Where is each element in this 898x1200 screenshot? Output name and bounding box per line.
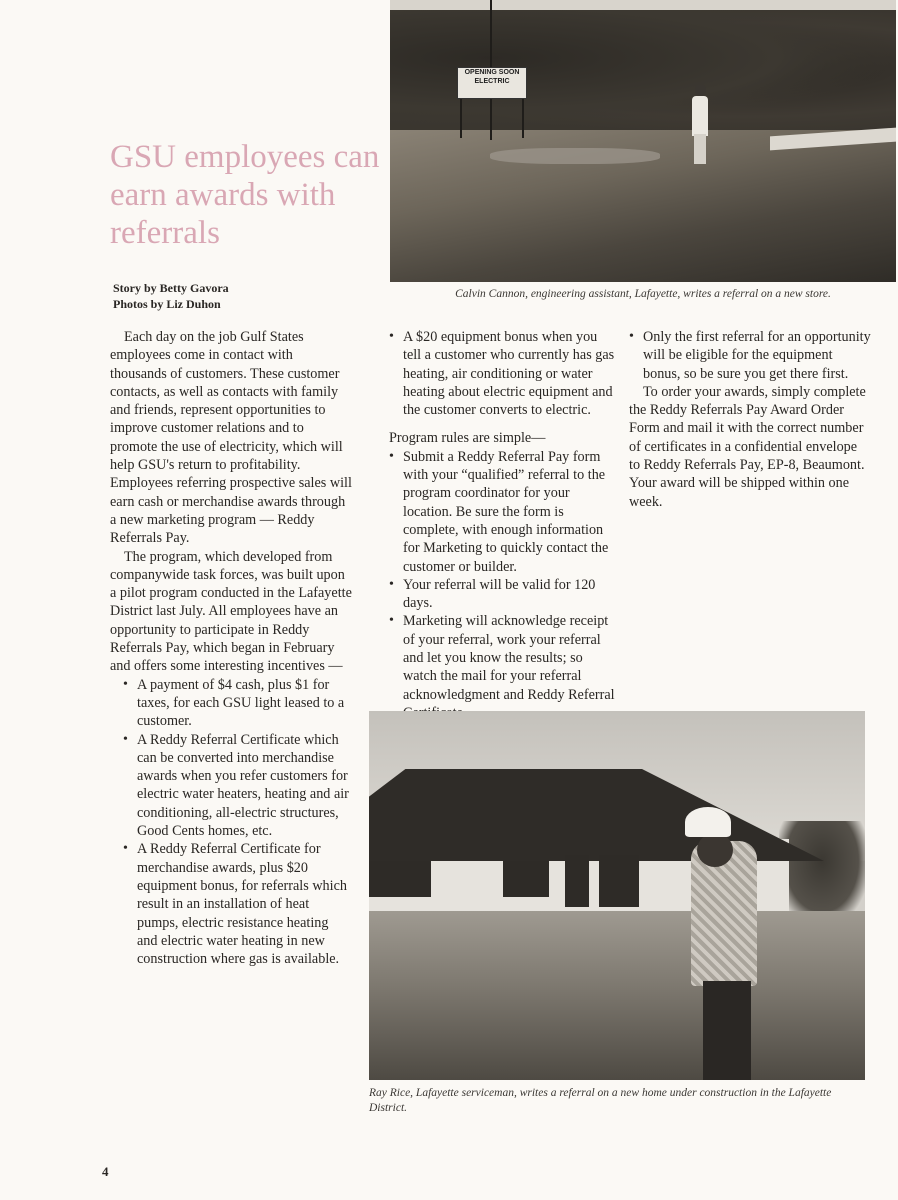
incentive-item: • A Reddy Referral Certificate for merchandise awards, plus $20 equipment bonus, for referrals which result in an installation of heat pumps, electric resistance heating and electric water heating in new construction where gas is available. (123, 840, 352, 968)
closing-paragraph: To order your awards, simply complete the Reddy Referrals Pay Award Order Form and mail it with the correct number of certificates in a confidential envelope to Reddy Referrals Pay, EP-8, Beaumont. Your award will be shipped within one week. (629, 383, 866, 510)
byline-photos: Photos by Liz Duhon (113, 297, 221, 311)
photo-man-head (697, 833, 733, 867)
sign-post-right (522, 96, 524, 138)
incentive-item: • A $20 equipment bonus when you tell a customer who currently has gas heating, air conditioning or water heating about electric equipment and the customer converts to electric. (389, 328, 615, 419)
incentive-item: • A Reddy Referral Certificate which can be converted into merchandise awards when you refer customers for electric water heaters, heating and air conditioning, all-electric structures, Good Cents homes, etc. (123, 731, 352, 841)
article-column-2 (389, 328, 615, 722)
page-number: 4 (102, 1164, 109, 1179)
house-window (369, 861, 431, 897)
photo-referral-new-home (369, 711, 865, 1080)
sign-post-left (460, 96, 462, 138)
opening-soon-sign (457, 67, 527, 99)
photo-person-body (692, 96, 708, 136)
article-headline: GSU employees can earn awards with referrals (110, 139, 380, 251)
photo-puddle (490, 148, 660, 164)
rule-item: • Marketing will acknowledge receipt of your referral, work your referral and let you know the results; so watch the mail for your referral acknowledgment and Reddy Referral (389, 612, 615, 722)
photo-field (369, 911, 865, 1080)
photo-person-legs (694, 134, 706, 164)
sign-line-1: OPENING SOON (464, 69, 520, 76)
photo-person-head (695, 84, 706, 96)
sign-line-2: ELECTRIC (474, 78, 510, 85)
byline-story: Story by Betty Gavora (113, 281, 229, 295)
article-column-1 (110, 328, 352, 968)
house-window (599, 855, 639, 907)
photo-man-legs (703, 981, 751, 1080)
incentive-item: • A payment of $4 cash, plus $1 for taxes, for each GSU light leased to a customer. (123, 676, 352, 731)
body-paragraph-2: The program, which developed from companywide task forces, was built upon a pilot program conducted in the Lafayette District last July. All employees have an opportunity to participate in Reddy Referrals Pay, which began in February and offers some interesting incentives — (110, 548, 352, 675)
article-column-3 (629, 328, 871, 511)
house-door (565, 855, 589, 907)
photo-treeline (779, 821, 865, 921)
rules-intro: Program rules are simple— (389, 430, 546, 447)
body-paragraph-1: Each day on the job Gulf States employees come in contact with thousands of customers. These customer contacts, as well as contacts with family and friends, represent opportunities to improve customer relations and to promote the use of electricity, which will help GSU's return to profitability. Employees referring prospective sales will earn cash or merchandise awards through a new marketing program — Reddy Referrals Pay. (110, 329, 352, 547)
house-window (503, 861, 549, 897)
byline (113, 280, 229, 312)
photo-caption-bottom: Ray Rice, Lafayette serviceman, writes a referral on a new home under construction in the Lafayette District. (369, 1087, 832, 1114)
rule-item: • Submit a Reddy Referral Pay form with your “qualified” referral to the program coordinator for your location. Be sure the form is complete, with enough information for Marketing to quickly contact the customer or builder. (389, 448, 615, 576)
photo-referral-new-store (390, 0, 896, 282)
rule-item: • Your referral will be valid for 120 days. (389, 576, 615, 613)
hard-hat (685, 807, 731, 837)
photo-caption-top: Calvin Cannon, engineering assistant, Lafayette, writes a referral on a new store. (455, 288, 831, 300)
rule-item: • Only the first referral for an opportunity will be eligible for the equipment bonus, so be sure you get there first. (629, 328, 871, 383)
